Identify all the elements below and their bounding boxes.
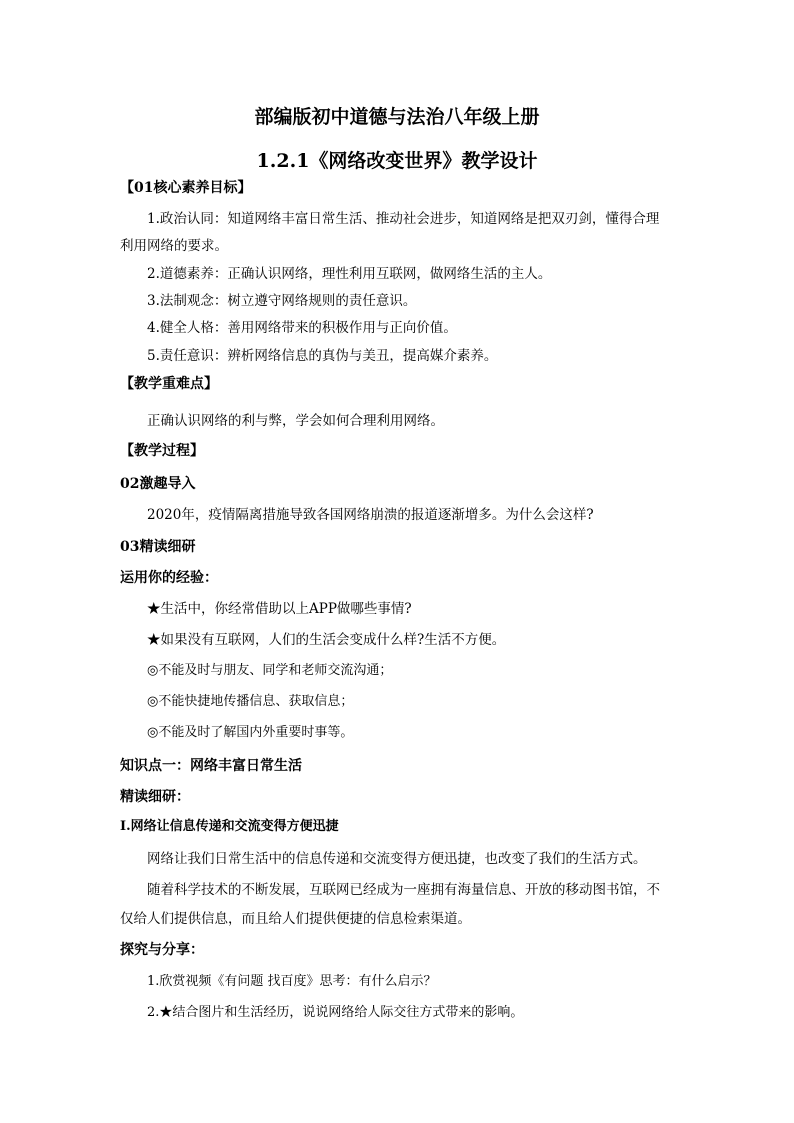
paragraph-1: 网络让我们日常生活中的信息传递和交流变得方便迅捷，也改变了我们的生活方式。 xyxy=(147,851,647,867)
subheading-read-2: 精读细研： xyxy=(120,789,190,805)
goal-5: 5.责任意识：辨析网络信息的真伪与美丑，提高媒介素养。 xyxy=(147,348,498,364)
section-heading-goals: 【01核心素养目标】 xyxy=(120,180,252,196)
experience-item-2: ★如果没有互联网，人们的生活会变成什么样?生活不方便。 xyxy=(147,632,506,648)
lesson-title: 1.2.1《网络改变世界》教学设计 xyxy=(256,150,538,172)
paragraph-2-line2: 仅给人们提供信息，而且给人们提供便捷的信息检索渠道。 xyxy=(120,911,471,927)
experience-item-1: ★生活中，你经常借助以上APP做哪些事情? xyxy=(147,601,412,617)
knowledge-point-1: 知识点一：网络丰富日常生活 xyxy=(120,758,302,774)
document-title: 部编版初中道德与法治八年级上册 xyxy=(254,106,540,128)
subheading-read: 03精读细研 xyxy=(120,539,196,555)
point-heading-1: Ⅰ.网络让信息传递和交流变得方便迅捷 xyxy=(120,819,339,834)
experience-item-5: ◎不能及时了解国内外重要时事等。 xyxy=(147,725,354,740)
paragraph-2-line1: 随着科学技术的不断发展，互联网已经成为一座拥有海量信息、开放的移动图书馆，不 xyxy=(147,882,660,898)
subheading-experience: 运用你的经验： xyxy=(120,570,218,586)
section-heading-key: 【教学重难点】 xyxy=(120,376,218,392)
section-heading-process: 【教学过程】 xyxy=(120,443,204,459)
explore-item-2: 2.★结合图片和生活经历，说说网络给人际交往方式带来的影响。 xyxy=(147,1005,524,1020)
goal-3: 3.法制观念：树立遵守网络规则的责任意识。 xyxy=(147,293,417,309)
subheading-intro: 02激趣导入 xyxy=(120,476,196,492)
goal-1-line2: 利用网络的要求。 xyxy=(120,238,228,254)
goal-1-line1: 1.政治认同：知道网络丰富日常生活、推动社会进步，知道网络是把双刃剑，懂得合理 xyxy=(147,211,660,227)
intro-text: 2020年，疫情隔离措施导致各国网络崩溃的报道逐渐增多。为什么会这样? xyxy=(147,507,594,523)
explore-item-1: 1.欣赏视频《有问题 找百度》思考：有什么启示？ xyxy=(147,974,437,989)
goal-2: 2.道德素养：正确认识网络，理性利用互联网，做网络生活的主人。 xyxy=(147,266,552,282)
key-text: 正确认识网络的利与弊，学会如何合理利用网络。 xyxy=(147,413,444,429)
experience-item-3: ◎不能及时与朋友、同学和老师交流沟通； xyxy=(147,663,393,678)
subheading-explore: 探究与分享： xyxy=(120,942,204,958)
experience-item-4: ◎不能快捷地传播信息、获取信息； xyxy=(147,694,354,709)
goal-4: 4.健全人格：善用网络带来的积极作用与正向价值。 xyxy=(147,320,457,336)
